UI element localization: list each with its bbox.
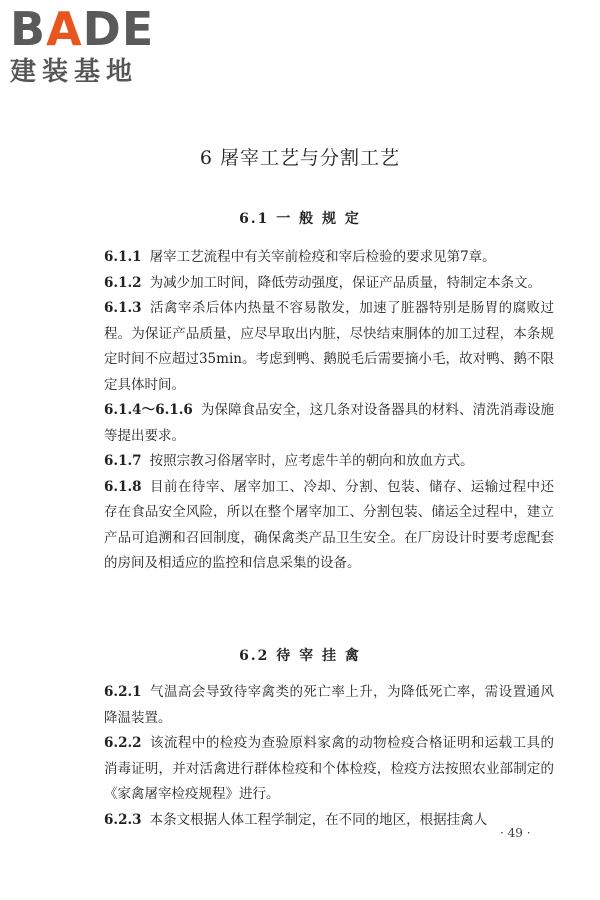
clause-6-1-3: 6.1.3 活禽宰杀后体内热量不容易散发，加速了脏器特别是肠胃的腐败过程。为保证产品质量，应尽早取出内脏，尽快结束胴体的加工过程，本条规定时间不应超过35min。考虑到鸭、鹅脱毛后需要摘小毛，故对鸭、鹅不限定具体时间。 <box>104 300 554 393</box>
clause-6-1-8: 6.1.8 目前在待宰、屠宰加工、冷却、分割、包装、储存、运输过程中还存在食品安全风险，所以在整个屠宰加工、分割包装、储运全过程中，建立产品可追溯和召回制度，确保禽类产品卫生安全。在厂房设计时要考虑配套的房间及相适应的监控和信息采集的设备。 <box>104 478 554 571</box>
section-6-1-body <box>104 245 554 577</box>
brand-subtitle: 建装基地 <box>10 57 139 87</box>
clause-6-1-1: 6.1.1 屠宰工艺流程中有关宰前检疫和宰后检验的要求见第7章。 <box>104 249 496 265</box>
clause-6-1-2: 6.1.2 为减少加工时间，降低劳动强度，保证产品质量，特制定本条文。 <box>104 274 542 291</box>
clause-6-1-7: 6.1.7 按照宗教习俗屠宰时，应考虑牛羊的朝向和放血方式。 <box>104 453 474 469</box>
clause-6-2-1: 6.2.1 气温高会导致待宰禽类的死亡率上升，为降低死亡率，需设置通风降温装置。 <box>104 684 554 726</box>
section-title-6-1: 6.1 一 般 规 定 <box>239 211 361 227</box>
brand-logo <box>10 4 180 94</box>
chapter-title: 6 屠宰工艺与分割工艺 <box>199 147 401 169</box>
clause-6-2-3: 6.2.3 本条文根据人体工程学制定，在不同的地区，根据挂禽人 <box>104 811 488 828</box>
section-6-2-body <box>104 680 554 833</box>
brand-wordmark: BADE <box>10 2 155 56</box>
clause-6-2-2: 6.2.2 该流程中的检疫为查验原料家禽的动物检疫合格证明和运载工具的消毒证明，并对活禽进行群体检疫和个体检疫，检疫方法按照农业部制定的《家禽屠宰检疫规程》进行。 <box>104 735 554 802</box>
clause-6-1-4-6: 6.1.4～6.1.6 为保障食品安全，这几条对设备器具的材料、清洗消毒设施等提出要求。 <box>104 402 554 444</box>
page-number: · 49 · <box>500 826 531 840</box>
section-title-6-2: 6.2 待 宰 挂 禽 <box>239 648 361 664</box>
